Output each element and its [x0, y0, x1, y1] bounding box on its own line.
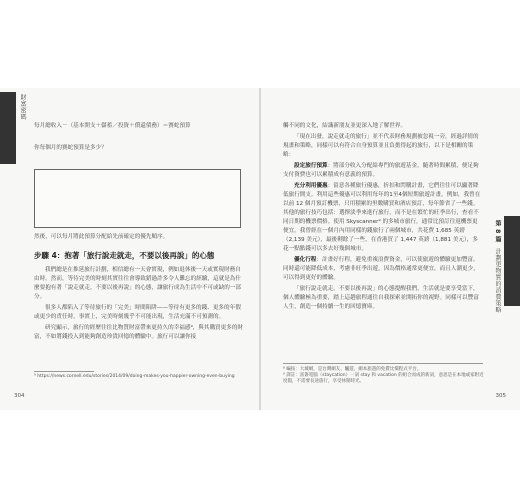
chapter-number: 第 8 篇 — [494, 220, 501, 243]
footnotes — [283, 367, 488, 385]
chapter-tab-label: 財富密碼 — [19, 94, 26, 120]
item-text: ：留意各種旅行優惠，折扣和閃購計畫，它們往往可以顯著降低旅行開支。利用這些優惠可以利用每年的1至4個短期旅遊計畫，例如，我曾在以前 12 個月預訂機票，只用積累的里數購買和酒店預訂，每年節省了一些錢。其他的旅行技巧包括：選擇淡季來進行旅行，而不是在繁忙的旺季出行，查看不同日期的機票價格。使用 Skyscanner⁹ 的多城市旅行，通常比預訂往返機票更便宜。我曾經在一個月內用同樣的錢旅行了兩個城市，共花費 1,685 英鎊（2,139 美元），最後剩餘了一些，在香港買了 1,447 英鎊（1,881 美元），多花一點點錢可以多去好幾個城市。 — [283, 183, 481, 252]
footnote: ⁹ 譯註：富簽電腦（staycation）一詞 stay 和 vacation 的組合而成的新詞，意思是在本地或家附近度假，不需要長途旅行，享受休閒時光。 — [283, 373, 484, 384]
body-text — [283, 122, 483, 314]
chapter-thumb-tab — [0, 92, 16, 164]
list-item — [283, 256, 483, 283]
chapter-title: 計劃更物質的消費策略 — [494, 248, 501, 314]
budget-question: 你每個月的賽蛇預算是多少？ — [34, 145, 107, 151]
section-heading: 步驟 4：抱著「旅行說走就走，不要以後再說」的心態 — [34, 251, 215, 260]
paragraph: 觸不同的文化，結識新朋友並更深入地了解世界。 — [283, 123, 407, 129]
left-page — [0, 88, 259, 410]
footnote: ⁹ https://news.cornell.edu/stories/2014/09/doing-makes-you-happier-owning-even-buying — [34, 374, 235, 379]
paragraph: 「現在出發，說走就走的旅行」並不代表財務規劃被忽視一旁，經過詳情的規畫和策略，同樣可以有符合自身預算並且負擔得起的旅行，以下是相關的策略： — [283, 134, 479, 158]
list-item — [283, 162, 483, 180]
list-item — [283, 182, 483, 254]
chapter-thumb-tab — [504, 216, 520, 306]
item-label: 優化行程 — [294, 257, 317, 263]
footnote: ⁸ 編按：大城網，是台灣網友、驢遊、網本旅遊的免費比價程式平台。 — [283, 367, 422, 372]
page-number: 305 — [495, 393, 506, 399]
paragraph: 我們總是在推延旅行計劃，相信總有一天會實現，例如退休後一天或實現財務自由時。然而，等待完美的時刻其實往往會導致錯過許多令人難忘的經驗，這就是為什麼要抱有著「說走就走，不要以後再說」的心態，讓旅行成為生活中不可或缺的一部分。 — [34, 267, 241, 300]
answer-box — [34, 169, 241, 228]
paragraph: 研究顯示，旅行的經歷往往比物質財富帶來更持久的幸福感⁹，與其購買更多的財富，不如將錢投入到能夠創造珍貴回憶的體驗中。旅行可以讓你接 — [34, 325, 244, 340]
footnote-rule — [283, 363, 483, 364]
footnote-rule — [34, 371, 94, 372]
right-page — [261, 88, 520, 410]
paragraph: 很多人都陷入了等待旅行的「完美」時間陷阱——等待有更多的錢、更多的年假或更少的責任時，事實上，完美時刻幾乎不可能出現，生活充滿不可預測的。 — [34, 305, 241, 320]
page-number: 304 — [14, 393, 25, 399]
item-label: 充分利用優惠 — [294, 183, 328, 189]
paragraph: 「旅行說走就走，不要以後再說」的心態提醒我們，生活就是要享受當下，個人體驗極為重要，踏上這趟旅程通往自我探索並開拓你的視野。同樣可以豐富人生，創造一個持續一生的回憶寶庫。 — [283, 286, 479, 310]
body-text — [34, 266, 244, 344]
item-text: ：計畫好行程，避免重複浪費資金，可以使旅遊的體驗更加豐富。同時還可能降低成本，考慮非旺季出遊，因為價格通常更便宜，而且人潮更少，可以得到更好的體驗。 — [283, 257, 479, 281]
budget-formula: 每月總收入－（基本開支＋儲蓄／投資＋償還債務）＝賽蛇預算 — [34, 123, 191, 129]
chapter-tab-label — [493, 220, 502, 313]
item-text: ：將部分收入分配給專門的旅遊基金，隨著時間累積，便足夠支付資費也可以累積成有意義的預算。 — [283, 163, 479, 178]
after-box-text: 然後，可以每月將此預算分配給先前確定的優先順序。 — [34, 234, 169, 240]
item-label: 設定旅行預算 — [294, 163, 328, 169]
book-spread — [0, 88, 520, 410]
